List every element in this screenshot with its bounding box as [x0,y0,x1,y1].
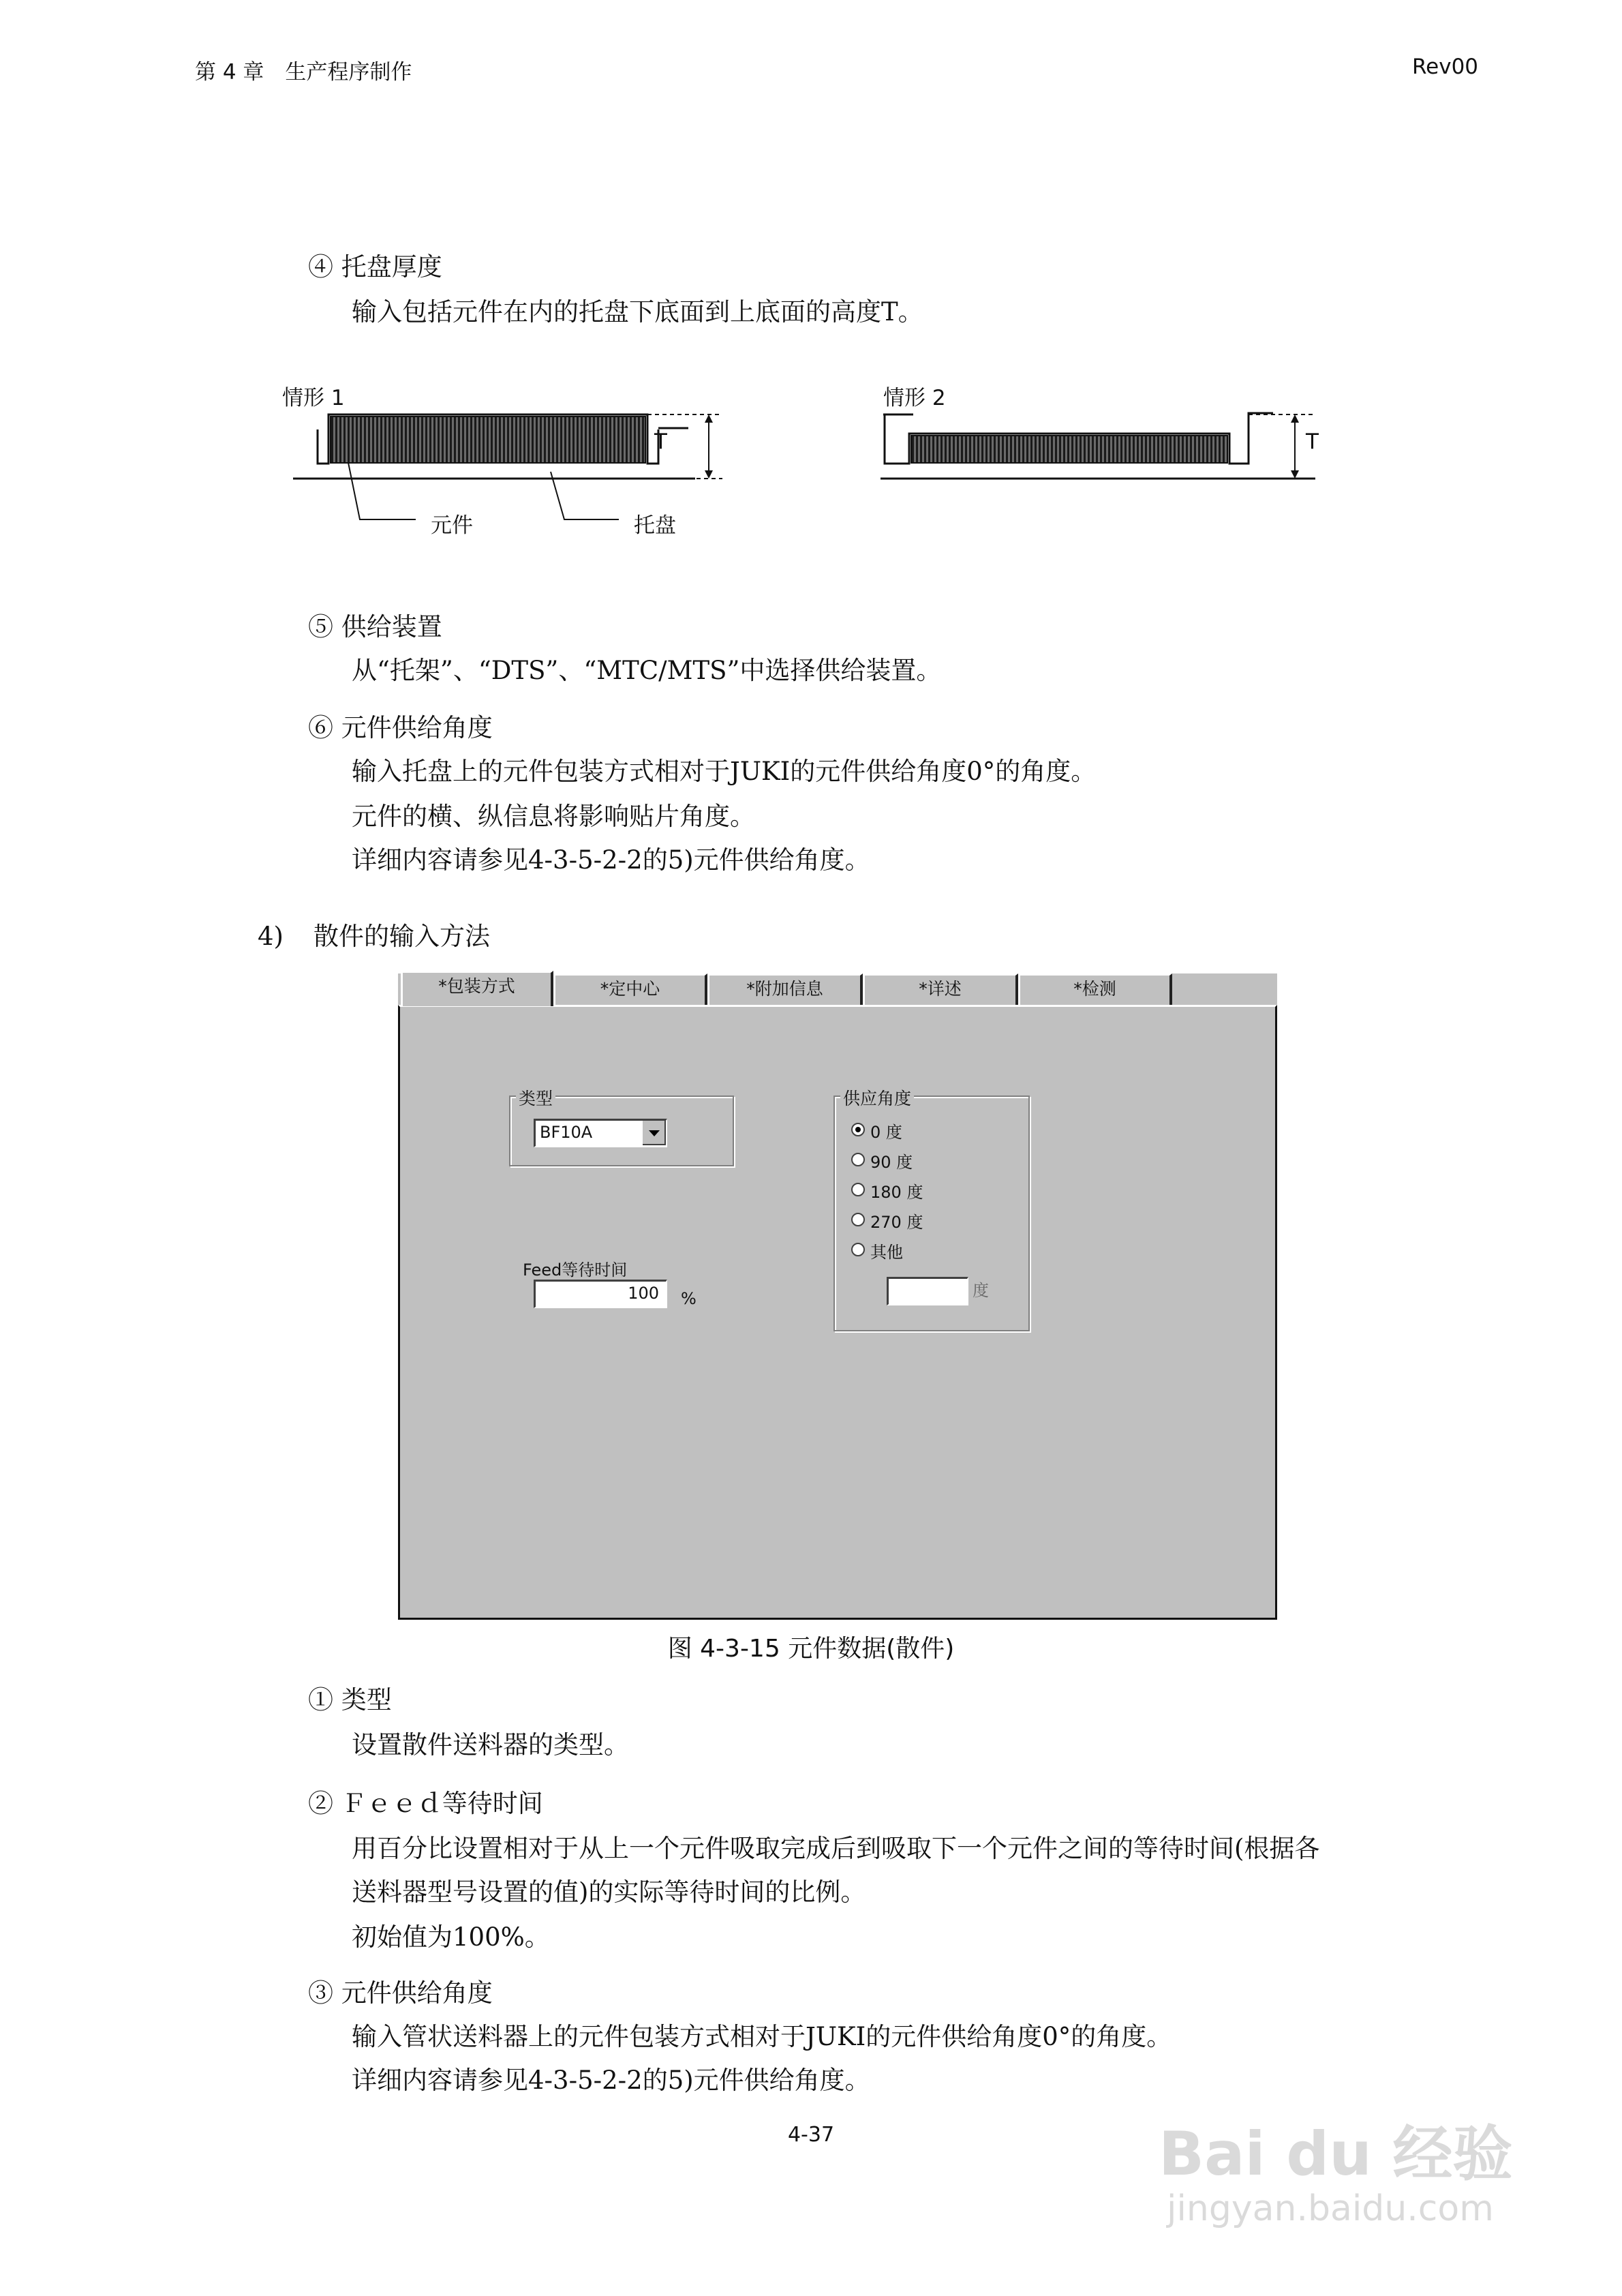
angle-0-radio[interactable] [851,1123,865,1136]
item-1-text: 设置散件送料器的类型。 [352,1730,629,1759]
item-3-line-2: 详细内容请参见4-3-5-2-2的5)元件供给角度。 [352,2066,870,2095]
type-select[interactable] [534,1119,667,1147]
item-2-line-1: 用百分比设置相对于从上一个元件吸取完成后到吸取下一个元件之间的等待时间(根据各 [352,1834,1320,1863]
tray-label: 托盘 [634,513,676,538]
component-data-dialog [398,973,1277,1620]
tab-centering[interactable] [553,973,707,1005]
angle-180-label: 180 度 [870,1183,923,1202]
subsection-number: 4) [258,922,284,951]
case-2-t-label: T [1306,429,1319,454]
tab-packaging-label: *包装方式 [438,976,515,996]
case-2-component-block [911,435,1228,464]
type-select-value: BF10A [540,1123,593,1142]
angle-270-label: 270 度 [870,1213,923,1232]
section-4-title: ④ 托盘厚度 [308,252,442,282]
type-group-title: 类型 [516,1085,555,1110]
section-5-text: 从“托架”、“DTS”、“MTC/MTS”中选择供给装置。 [352,656,942,685]
item-2-title: ② Ｆｅｅｄ等待时间 [308,1789,543,1818]
baidu-watermark: Bai du 经验 [1159,2119,1513,2189]
angle-90-radio[interactable] [851,1153,865,1166]
chevron-down-icon [643,1121,666,1145]
angle-other-unit: 度 [973,1281,989,1300]
dialog-panel [398,1005,1277,1620]
section-6-line-2: 元件的横、纵信息将影响贴片角度。 [352,802,755,831]
section-6-line-3: 详细内容请参见4-3-5-2-2的5)元件供给角度。 [352,845,870,875]
supply-angle-group-title: 供应角度 [840,1085,914,1110]
angle-other-input[interactable] [887,1277,968,1305]
angle-0-label: 0 度 [870,1123,902,1142]
angle-180-radio[interactable] [851,1183,865,1196]
feed-wait-unit: % [681,1289,697,1308]
tab-details[interactable] [863,973,1018,1005]
item-3-title: ③ 元件供给角度 [308,1978,493,2008]
case-1-t-label: T [654,429,667,454]
case-2-label: 情形 2 [883,386,946,410]
item-3-line-1: 输入管状送料器上的元件包装方式相对于JUKI的元件供给角度0°的角度。 [352,2022,1172,2051]
section-6-title: ⑥ 元件供给角度 [308,713,493,742]
feed-wait-value: 100 [628,1284,659,1303]
tab-inspection[interactable] [1018,973,1172,1005]
feed-wait-input[interactable] [534,1280,667,1308]
item-2-line-2: 送料器型号设置的值)的实际等待时间的比例。 [352,1877,866,1907]
tab-details-label: *详述 [919,979,962,999]
item-1-title: ① 类型 [308,1685,392,1715]
case-1-label: 情形 1 [282,386,345,410]
figure-caption: 图 4-3-15 元件数据(散件) [667,1635,955,1663]
type-dropdown-button[interactable] [641,1121,666,1145]
revision-label: Rev00 [1412,55,1479,79]
page-number: 4-37 [787,2123,835,2147]
tab-centering-label: *定中心 [600,979,660,999]
item-2-line-3: 初始值为100%。 [352,1922,550,1952]
angle-other-radio[interactable] [851,1243,865,1256]
section-6-line-1: 输入托盘上的元件包装方式相对于JUKI的元件供给角度0°的角度。 [352,757,1097,786]
feed-wait-label: Feed等待时间 [523,1260,628,1280]
tab-inspection-label: *检测 [1073,979,1116,999]
baidu-watermark-url: jingyan.baidu.com [1167,2188,1494,2229]
tab-additional-info[interactable] [707,973,863,1005]
section-4-text: 输入包括元件在内的托盘下底面到上底面的高度T。 [352,297,923,327]
case-1-component-block [330,416,646,464]
chapter-header: 第 4 章 生产程序制作 [195,60,412,85]
section-5-title: ⑤ 供给装置 [308,612,442,641]
angle-90-label: 90 度 [870,1153,913,1172]
tab-additional-info-label: *附加信息 [746,979,823,999]
tray-thickness-diagram [273,368,1363,545]
angle-other-label: 其他 [870,1243,903,1262]
angle-270-radio[interactable] [851,1213,865,1226]
subsection-title: 散件的输入方法 [313,922,490,951]
component-label: 元件 [431,513,473,538]
tab-packaging[interactable] [401,971,553,1006]
